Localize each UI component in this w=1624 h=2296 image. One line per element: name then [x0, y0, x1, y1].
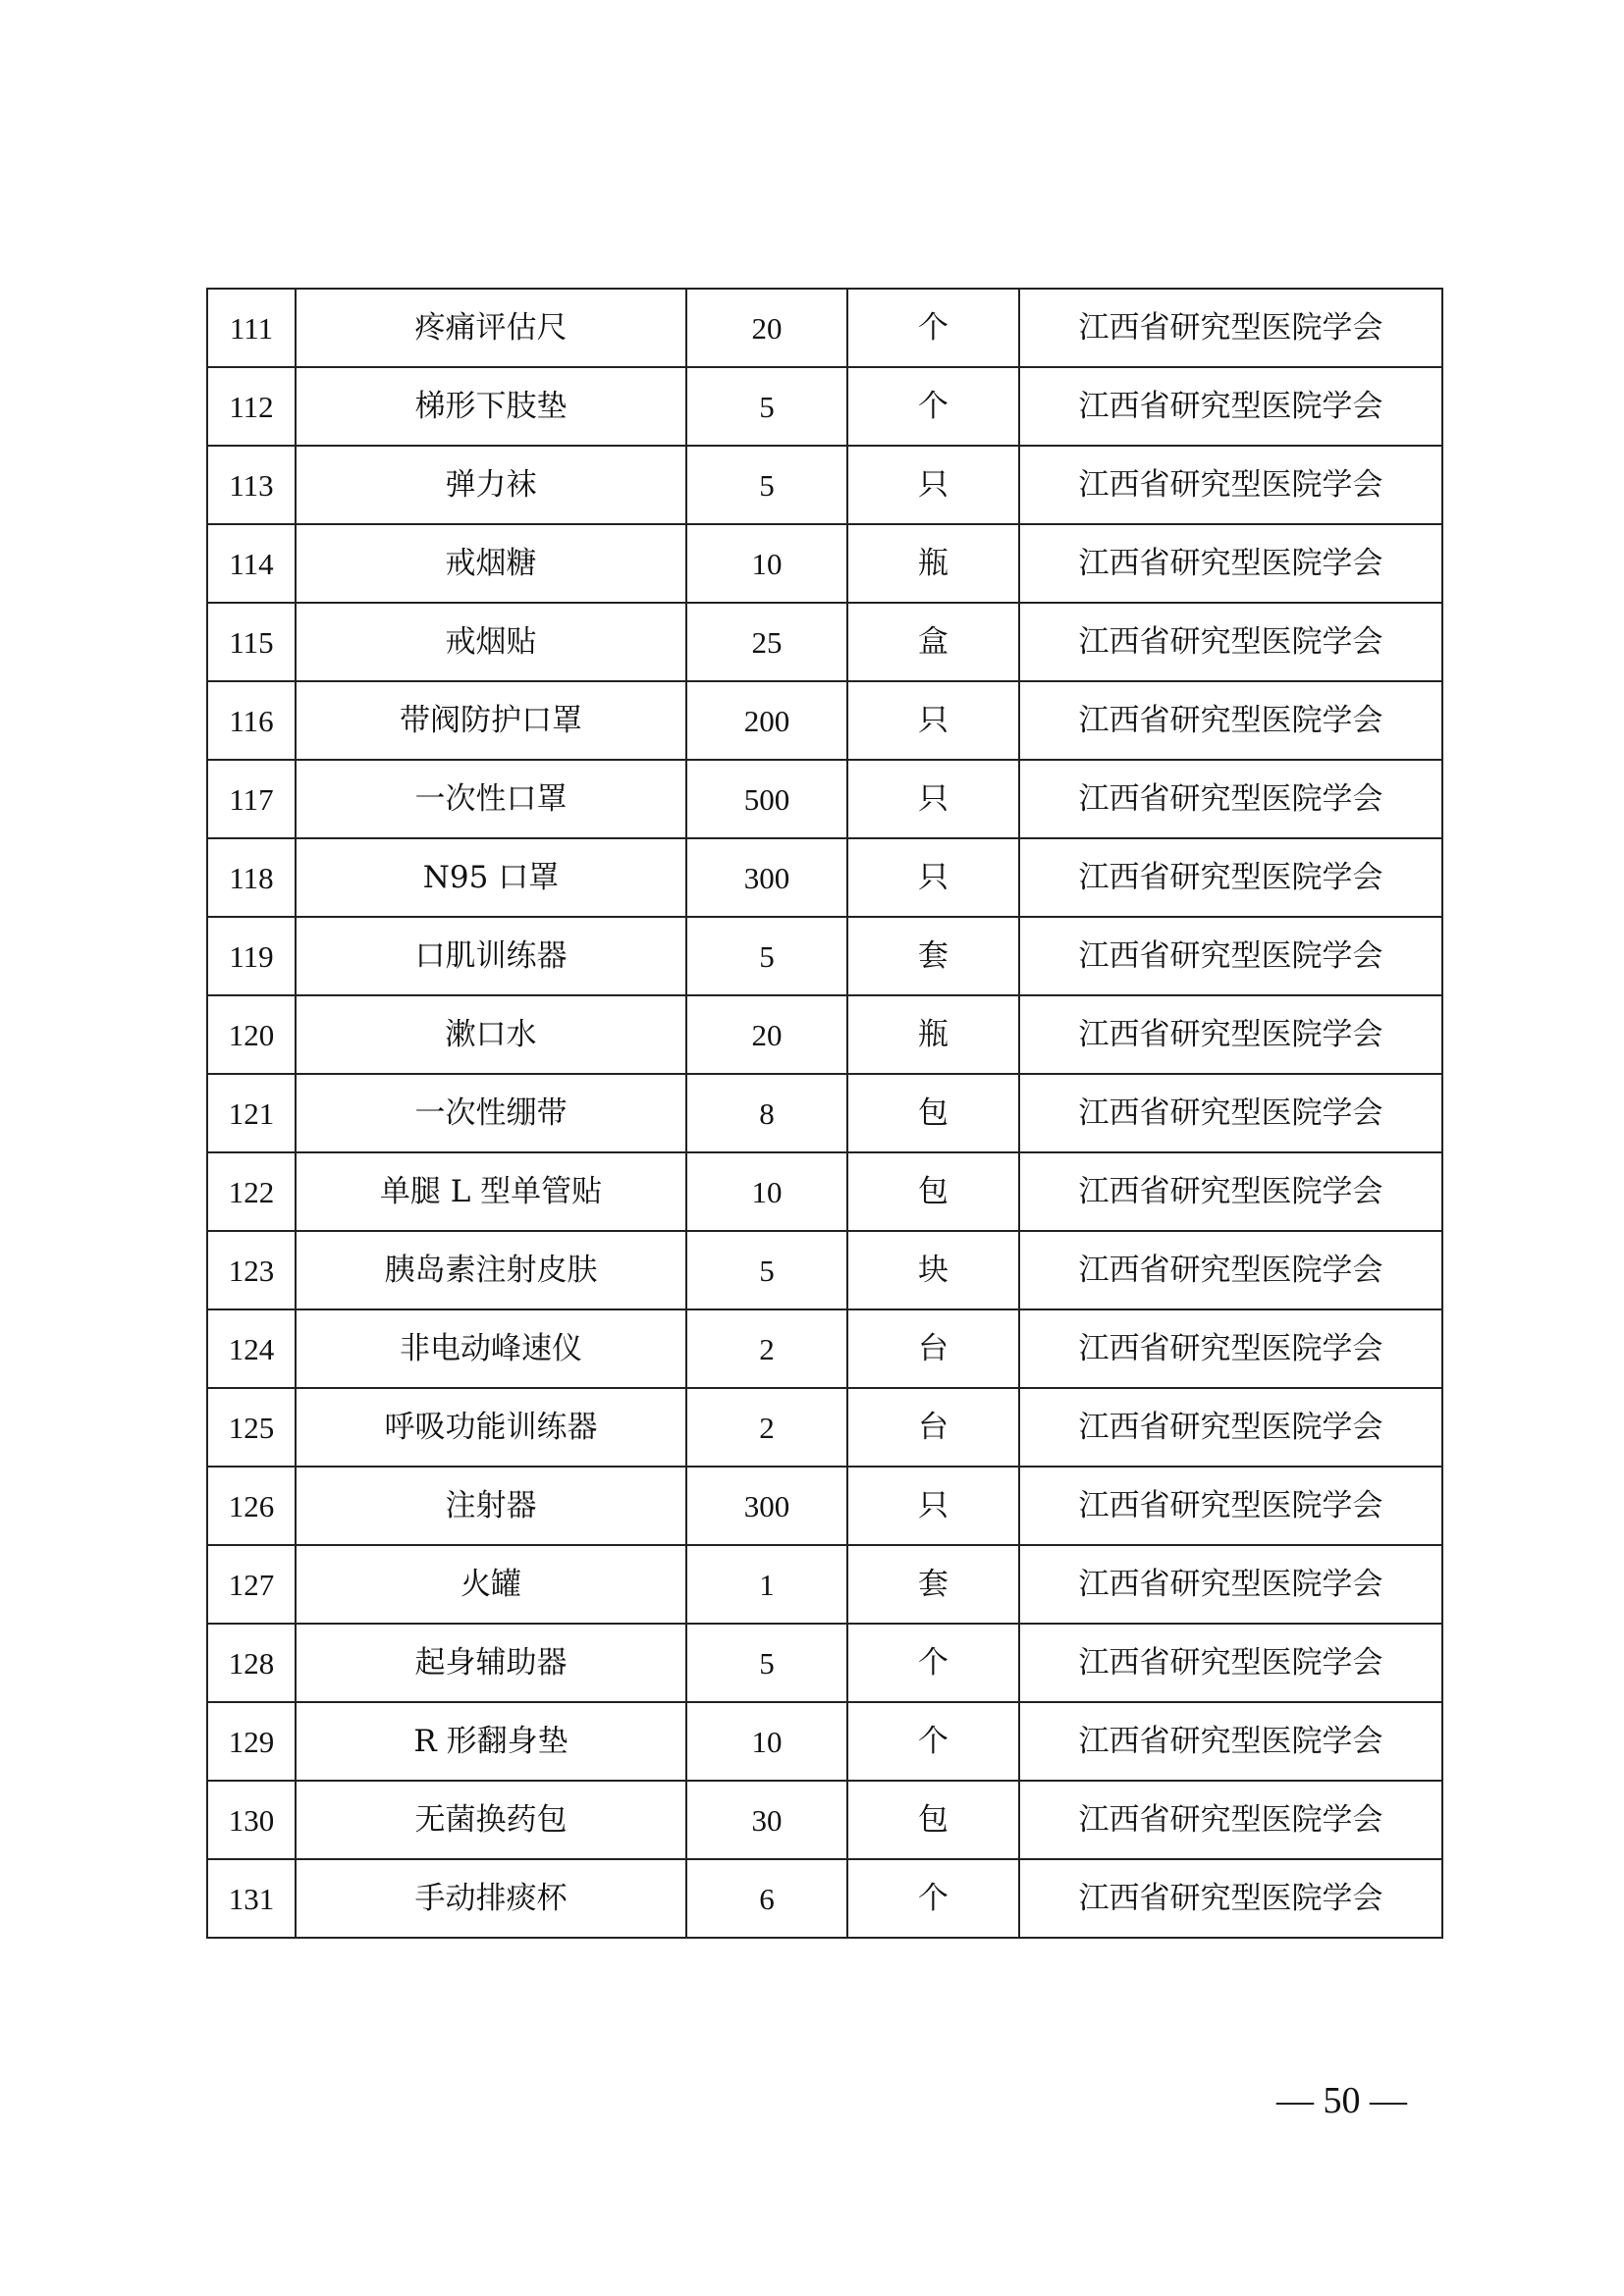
- cell-organization: 江西省研究型医院学会: [1019, 1702, 1442, 1781]
- cell-unit: 块: [847, 1231, 1019, 1309]
- cell-unit: 包: [847, 1781, 1019, 1859]
- cell-quantity: 20: [686, 995, 847, 1074]
- table-row: [207, 1074, 1442, 1152]
- cell-unit: 个: [847, 367, 1019, 446]
- cell-unit: 个: [847, 1702, 1019, 1781]
- cell-quantity: 6: [686, 1859, 847, 1938]
- cell-serial-number: 126: [207, 1467, 296, 1545]
- cell-item-name: 疼痛评估尺: [296, 289, 686, 367]
- table-row: [207, 681, 1442, 760]
- items-table: [206, 288, 1443, 1939]
- cell-quantity: 5: [686, 367, 847, 446]
- table-row: [207, 1309, 1442, 1388]
- cell-quantity: 300: [686, 1467, 847, 1545]
- cell-unit: 包: [847, 1152, 1019, 1231]
- cell-unit: 瓶: [847, 524, 1019, 603]
- cell-item-name: 一次性口罩: [296, 760, 686, 838]
- cell-item-name: 梯形下肢垫: [296, 367, 686, 446]
- cell-organization: 江西省研究型医院学会: [1019, 681, 1442, 760]
- cell-quantity: 200: [686, 681, 847, 760]
- cell-serial-number: 121: [207, 1074, 296, 1152]
- cell-unit: 包: [847, 1074, 1019, 1152]
- cell-quantity: 500: [686, 760, 847, 838]
- table-body: [207, 289, 1442, 1938]
- cell-quantity: 1: [686, 1545, 847, 1624]
- cell-organization: 江西省研究型医院学会: [1019, 1467, 1442, 1545]
- cell-unit: 个: [847, 1859, 1019, 1938]
- table-row: [207, 1859, 1442, 1938]
- table-row: [207, 1231, 1442, 1309]
- table-row: [207, 524, 1442, 603]
- cell-quantity: 5: [686, 1231, 847, 1309]
- cell-unit: 只: [847, 446, 1019, 524]
- cell-serial-number: 123: [207, 1231, 296, 1309]
- cell-organization: 江西省研究型医院学会: [1019, 1309, 1442, 1388]
- cell-serial-number: 128: [207, 1624, 296, 1702]
- cell-item-name: 单腿 L 型单管贴: [296, 1152, 686, 1231]
- cell-serial-number: 127: [207, 1545, 296, 1624]
- table-row: [207, 1467, 1442, 1545]
- cell-quantity: 25: [686, 603, 847, 681]
- table-row: [207, 995, 1442, 1074]
- cell-unit: 瓶: [847, 995, 1019, 1074]
- cell-item-name: N95 口罩: [296, 838, 686, 917]
- cell-serial-number: 120: [207, 995, 296, 1074]
- cell-item-name: 戒烟贴: [296, 603, 686, 681]
- cell-unit: 台: [847, 1388, 1019, 1467]
- cell-unit: 只: [847, 681, 1019, 760]
- cell-organization: 江西省研究型医院学会: [1019, 524, 1442, 603]
- cell-unit: 只: [847, 838, 1019, 917]
- cell-serial-number: 122: [207, 1152, 296, 1231]
- cell-organization: 江西省研究型医院学会: [1019, 1781, 1442, 1859]
- cell-unit: 套: [847, 917, 1019, 995]
- cell-quantity: 10: [686, 1702, 847, 1781]
- page-number: — 50 —: [1276, 2080, 1407, 2121]
- cell-serial-number: 130: [207, 1781, 296, 1859]
- cell-organization: 江西省研究型医院学会: [1019, 1074, 1442, 1152]
- cell-item-name: 起身辅助器: [296, 1624, 686, 1702]
- cell-serial-number: 116: [207, 681, 296, 760]
- cell-serial-number: 117: [207, 760, 296, 838]
- cell-organization: 江西省研究型医院学会: [1019, 289, 1442, 367]
- cell-serial-number: 111: [207, 289, 296, 367]
- cell-serial-number: 114: [207, 524, 296, 603]
- table-row: [207, 1702, 1442, 1781]
- cell-organization: 江西省研究型医院学会: [1019, 995, 1442, 1074]
- cell-serial-number: 129: [207, 1702, 296, 1781]
- cell-unit: 个: [847, 1624, 1019, 1702]
- cell-serial-number: 118: [207, 838, 296, 917]
- cell-item-name: 无菌换药包: [296, 1781, 686, 1859]
- cell-item-name: 胰岛素注射皮肤: [296, 1231, 686, 1309]
- cell-quantity: 2: [686, 1309, 847, 1388]
- table-row: [207, 1152, 1442, 1231]
- cell-unit: 套: [847, 1545, 1019, 1624]
- cell-item-name: 火罐: [296, 1545, 686, 1624]
- cell-item-name: 带阀防护口罩: [296, 681, 686, 760]
- cell-unit: 台: [847, 1309, 1019, 1388]
- cell-item-name: 戒烟糖: [296, 524, 686, 603]
- table-row: [207, 289, 1442, 367]
- cell-unit: 个: [847, 289, 1019, 367]
- table-row: [207, 446, 1442, 524]
- table-row: [207, 367, 1442, 446]
- cell-quantity: 10: [686, 524, 847, 603]
- cell-item-name: 弹力袜: [296, 446, 686, 524]
- cell-unit: 只: [847, 760, 1019, 838]
- cell-quantity: 5: [686, 917, 847, 995]
- cell-serial-number: 125: [207, 1388, 296, 1467]
- cell-organization: 江西省研究型医院学会: [1019, 917, 1442, 995]
- table-row: [207, 838, 1442, 917]
- cell-item-name: R 形翻身垫: [296, 1702, 686, 1781]
- cell-unit: 盒: [847, 603, 1019, 681]
- cell-unit: 只: [847, 1467, 1019, 1545]
- cell-item-name: 手动排痰杯: [296, 1859, 686, 1938]
- cell-organization: 江西省研究型医院学会: [1019, 1388, 1442, 1467]
- table-row: [207, 603, 1442, 681]
- cell-serial-number: 131: [207, 1859, 296, 1938]
- cell-organization: 江西省研究型医院学会: [1019, 760, 1442, 838]
- cell-organization: 江西省研究型医院学会: [1019, 1545, 1442, 1624]
- cell-organization: 江西省研究型医院学会: [1019, 446, 1442, 524]
- cell-quantity: 5: [686, 1624, 847, 1702]
- table-row: [207, 1388, 1442, 1467]
- cell-item-name: 一次性绷带: [296, 1074, 686, 1152]
- cell-quantity: 30: [686, 1781, 847, 1859]
- cell-quantity: 2: [686, 1388, 847, 1467]
- cell-item-name: 呼吸功能训练器: [296, 1388, 686, 1467]
- cell-quantity: 5: [686, 446, 847, 524]
- cell-item-name: 非电动峰速仪: [296, 1309, 686, 1388]
- table-row: [207, 917, 1442, 995]
- cell-item-name: 口肌训练器: [296, 917, 686, 995]
- cell-serial-number: 124: [207, 1309, 296, 1388]
- table-row: [207, 1624, 1442, 1702]
- cell-organization: 江西省研究型医院学会: [1019, 603, 1442, 681]
- cell-quantity: 10: [686, 1152, 847, 1231]
- cell-organization: 江西省研究型医院学会: [1019, 1624, 1442, 1702]
- cell-item-name: 注射器: [296, 1467, 686, 1545]
- cell-serial-number: 115: [207, 603, 296, 681]
- cell-organization: 江西省研究型医院学会: [1019, 367, 1442, 446]
- cell-serial-number: 113: [207, 446, 296, 524]
- cell-organization: 江西省研究型医院学会: [1019, 1152, 1442, 1231]
- table-row: [207, 1545, 1442, 1624]
- cell-serial-number: 112: [207, 367, 296, 446]
- cell-serial-number: 119: [207, 917, 296, 995]
- table-row: [207, 760, 1442, 838]
- cell-quantity: 8: [686, 1074, 847, 1152]
- cell-organization: 江西省研究型医院学会: [1019, 1231, 1442, 1309]
- cell-organization: 江西省研究型医院学会: [1019, 838, 1442, 917]
- cell-quantity: 20: [686, 289, 847, 367]
- cell-item-name: 漱口水: [296, 995, 686, 1074]
- cell-quantity: 300: [686, 838, 847, 917]
- table-row: [207, 1781, 1442, 1859]
- cell-organization: 江西省研究型医院学会: [1019, 1859, 1442, 1938]
